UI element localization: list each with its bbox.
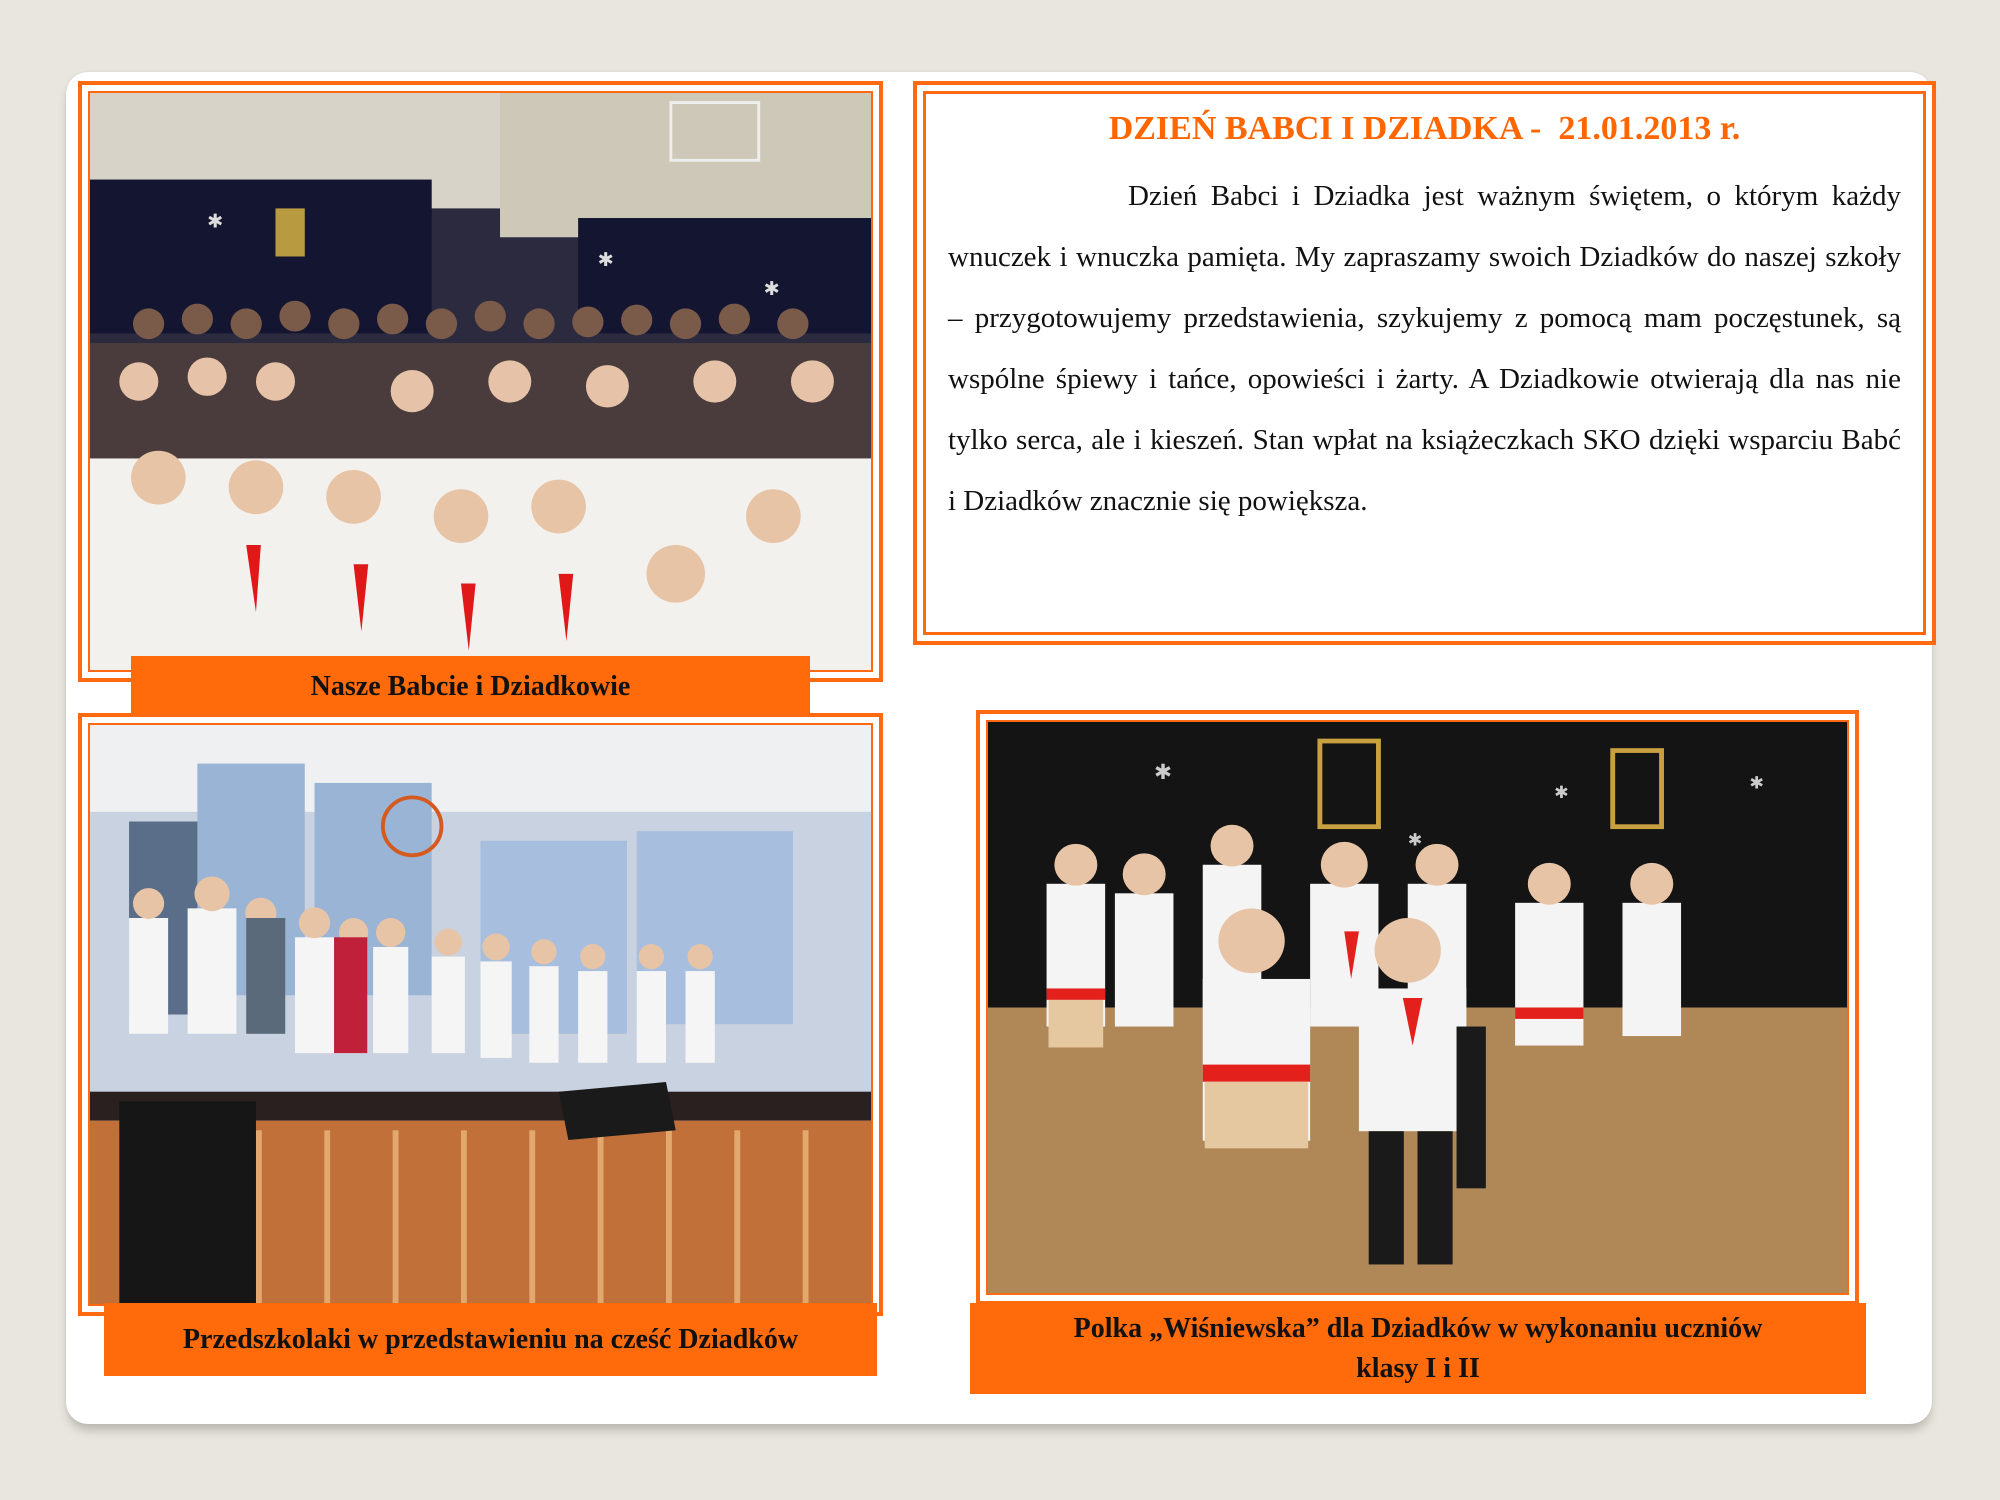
preschool-photo-frame [78,713,883,1316]
preschool-photo [90,725,871,1304]
svg-text:✱: ✱ [597,250,615,272]
audience-photo [90,93,871,670]
svg-text:✱: ✱ [207,211,224,233]
article-box [913,81,1936,645]
polka-caption [970,1303,1866,1394]
preschool-caption [104,1303,877,1376]
svg-text:✱: ✱ [1407,830,1423,850]
svg-text:✱: ✱ [1554,783,1569,803]
polka-caption-line-1: Polka „Wiśniewska” dla Dziadków w wykonaniu uczniów [1073,1312,1763,1344]
audience-caption-line-1: Nasze Babcie i Dziadkowie [310,670,631,702]
svg-text:✱: ✱ [1153,760,1172,785]
article-body: Dzień Babci i Dziadka jest ważnym świętem, o którym każdy wnuczek i wnuczka pamięta. My zapraszamy swoich Dziadków do naszej szkoły – przygotowujemy przedstawienia, szykujemy z pomocą mam poczęstunek, są wspólne śpiewy i tańce, opowieści i żarty. A Dziadkowie otwierają dla nas nie tylko serca, ale i kieszeń. Stan wpłat na książeczkach SKO dzięki wsparciu Babć i Dziadków znacznie się powiększa. [948,180,1901,517]
polka-photo [988,722,1847,1293]
article-title: DZIEŃ BABCI I DZIADKA - 21.01.2013 r. [1108,110,1741,147]
preschool-caption-text: Przedszkolaki w przedstawieniu na cześć Dziadków [182,1323,799,1355]
polka-caption-line-2: klasy I i II [1356,1352,1480,1384]
polka-photo-frame [976,710,1859,1305]
svg-text:✱: ✱ [1749,773,1765,793]
svg-text:✱: ✱ [763,279,780,300]
audience-photo-frame [78,81,883,682]
